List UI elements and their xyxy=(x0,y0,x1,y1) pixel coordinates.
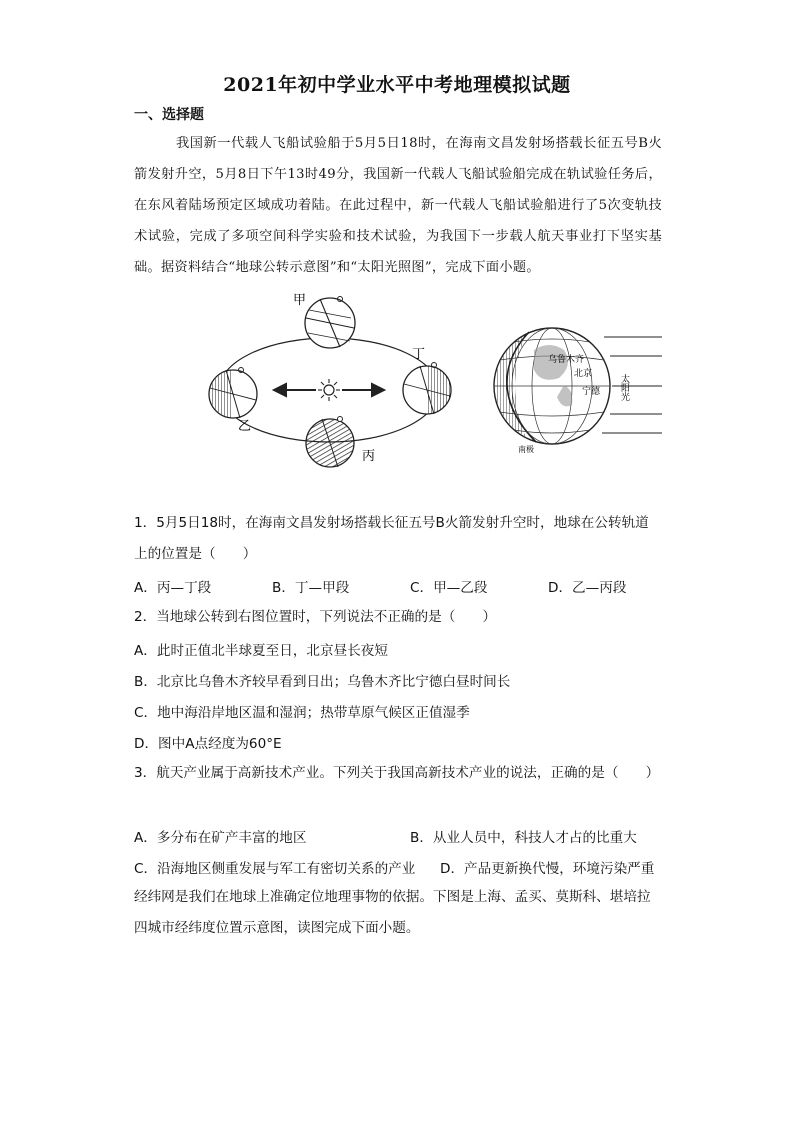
question-1-stem-line1 xyxy=(134,513,662,575)
question-1-stem: 1．5月5日18时，在海南文昌发射场搭载长征五号B火箭发射升空时，地球在公转轨道上的位置是（ ） xyxy=(134,515,649,562)
question-1-option-b[interactable]: B．丁—甲段 xyxy=(272,580,350,596)
page-title: 2021年初中学业水平中考地理模拟试题 xyxy=(223,74,571,96)
question-3-option-d[interactable]: D．产品更新换代慢，环境污染严重 xyxy=(440,861,655,877)
earth-position-yi xyxy=(209,368,257,435)
question-3-option-c[interactable]: C．沿海地区侧重发展与军工有密切关系的产业 xyxy=(134,861,416,877)
question-1-option-d[interactable]: D．乙—丙段 xyxy=(548,580,627,596)
label-ningde: 宁德 xyxy=(582,387,601,397)
question-1-option-a[interactable]: A．丙—丁段 xyxy=(134,580,212,596)
closing-paragraph: 经纬网是我们在地球上准确定位地理事物的依据。下图是上海、孟买、莫斯科、堪培拉四城市经纬度位置示意图，读图完成下面小题。 xyxy=(134,889,651,936)
label-jia: 甲 xyxy=(293,293,307,308)
reading-passage: 我国新一代载人飞船试验船于5月5日18时，在海南文昌发射场搭载长征五号B火箭发射升空，5月8日下午13时49分，我国新一代载人飞船试验船完成在轨试验任务后，在东风着陆场预定区域成功着陆。在此过程中，新一代载人飞船试验船进行了5次变轨技术试验，完成了多项空间科学实验和技术试验，为我国下一步载人航天事业打下坚实基础。据资料结合“地球公转示意图”和“太阳光照图”，完成下面小题。 xyxy=(134,136,662,275)
question-2-option-c[interactable]: C．地中海沿岸地区温和湿润；热带草原气候区正值湿季 xyxy=(134,705,470,721)
sunlight-globe xyxy=(494,328,662,454)
question-2-option-d[interactable]: D．图中A点经度为60°E xyxy=(134,736,282,752)
earth-position-ding xyxy=(403,347,451,414)
label-urumqi: 乌鲁木齐 xyxy=(548,355,585,365)
label-beijing: 北京 xyxy=(574,369,593,379)
question-3-option-a[interactable]: A．多分布在矿产丰富的地区 xyxy=(134,830,307,846)
question-2-option-b[interactable]: B．北京比乌鲁木齐较早看到日出；乌鲁木齐比宁德白昼时间长 xyxy=(134,674,511,690)
section-heading: 一、选择题 xyxy=(134,107,204,123)
question-2-option-a[interactable]: A．此时正值北半球夏至日，北京昼长夜短 xyxy=(134,643,388,659)
label-sunlight: 太阳光 xyxy=(619,374,629,401)
label-yi: 乙 xyxy=(238,419,252,434)
question-3-stem: 3．航天产业属于高新技术产业。下列关于我国高新技术产业的说法，正确的是（ ） xyxy=(134,765,660,781)
question-1-option-c[interactable]: C．甲—乙段 xyxy=(410,580,488,596)
earth-position-bing xyxy=(306,417,375,468)
label-south-pole: 南极 xyxy=(518,445,534,454)
question-3-option-b[interactable]: B．从业人员中，科技人才占的比重大 xyxy=(410,830,637,846)
label-ding: 丁 xyxy=(412,347,426,362)
label-bing: 丙 xyxy=(362,449,376,464)
figure-earth-orbit-and-light xyxy=(134,290,662,470)
sun-icon xyxy=(318,379,340,401)
question-2-stem: 2．当地球公转到右图位置时，下列说法不正确的是（ ） xyxy=(134,609,497,625)
